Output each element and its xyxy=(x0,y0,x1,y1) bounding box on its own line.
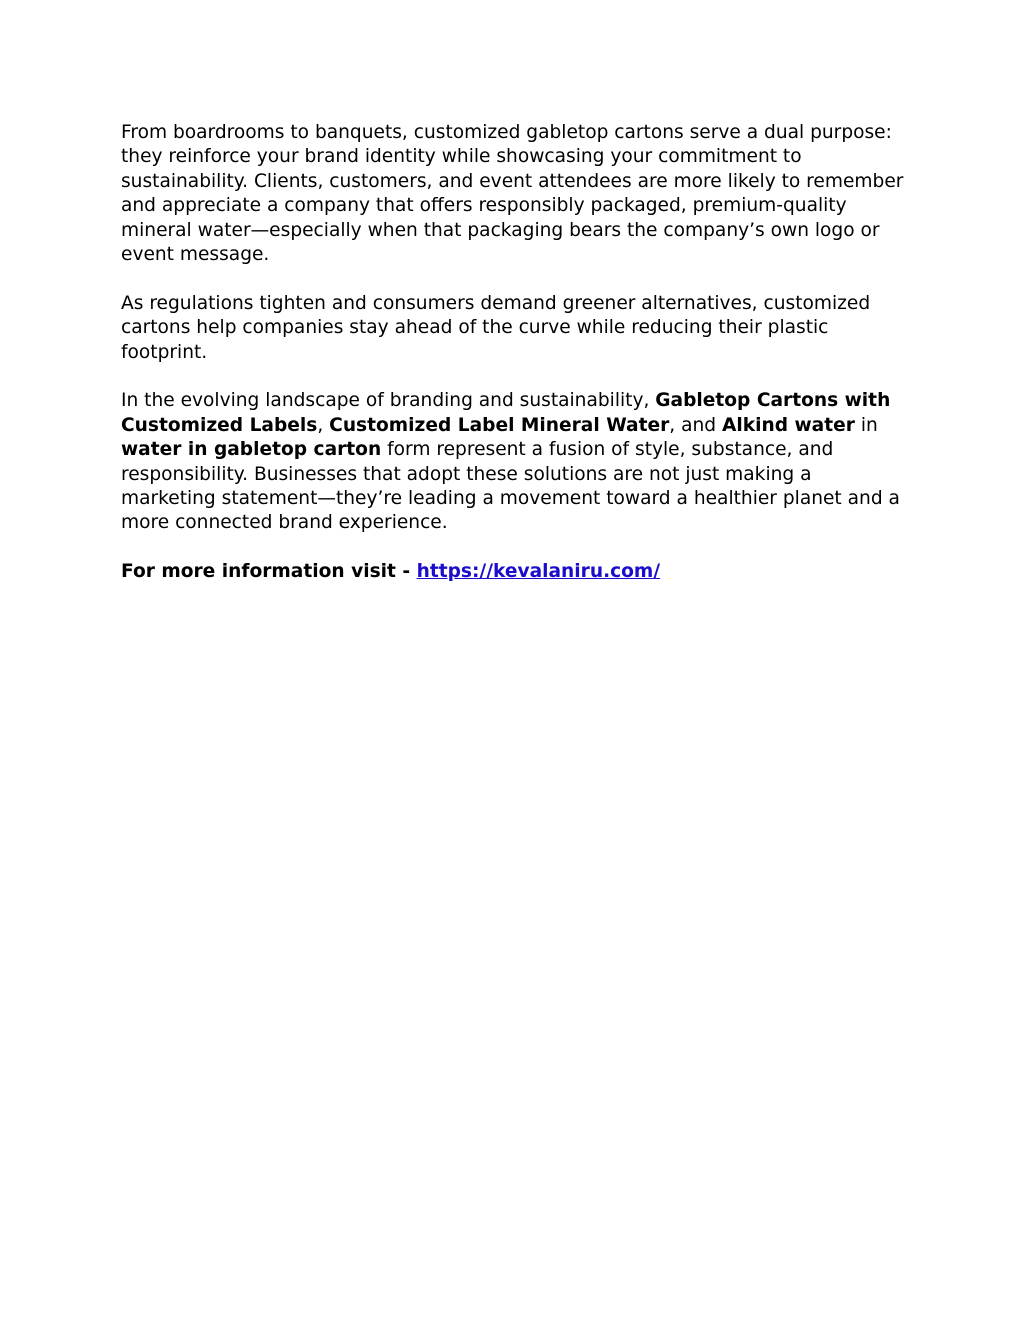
keyword-customized-label-water: Customized Label Mineral Water xyxy=(329,414,670,436)
text-separator: , xyxy=(317,414,330,436)
text-separator: in xyxy=(854,414,878,436)
website-link[interactable]: https://kevalaniru.com/ xyxy=(416,561,661,583)
keyword-water-in-gabletop-carton: water in gabletop carton xyxy=(121,439,382,461)
paragraph-regulations: As regulations tighten and consumers demand greener alternatives, customized cartons help companies stay ahead of the curve while reducing their plastic footprint. xyxy=(121,292,871,363)
paragraph-branding-sustainability xyxy=(121,389,906,535)
paragraph-more-info xyxy=(121,560,906,584)
keyword-gabletop-cartons: Gabletop Cartons with Customized Labels xyxy=(121,390,891,436)
document-body xyxy=(121,121,906,609)
paragraph-dual-purpose: From boardrooms to banquets, customized gabletop cartons serve a dual purpose: they reinforce your brand identity while showcasing your commitment to sustainability. Clients, customers, and event attendees are more likely to remember and appreciate a company that offers responsibly packaged, premium-quality mineral water—especially when that packaging bears the company’s own logo or event message. xyxy=(121,122,904,266)
text-rest: form represent a fusion of style, substance, and responsibility. Businesses that adopt these solutions are not just making a marketing statement—they’re leading a movement toward a healthier planet and a more connected brand experience. xyxy=(121,439,900,534)
text-intro: In the evolving landscape of branding and sustainability, xyxy=(121,390,656,412)
keyword-alkind-water: Alkind water xyxy=(721,414,855,436)
text-separator: , and xyxy=(669,414,722,436)
more-info-label: For more information visit - xyxy=(121,561,417,583)
